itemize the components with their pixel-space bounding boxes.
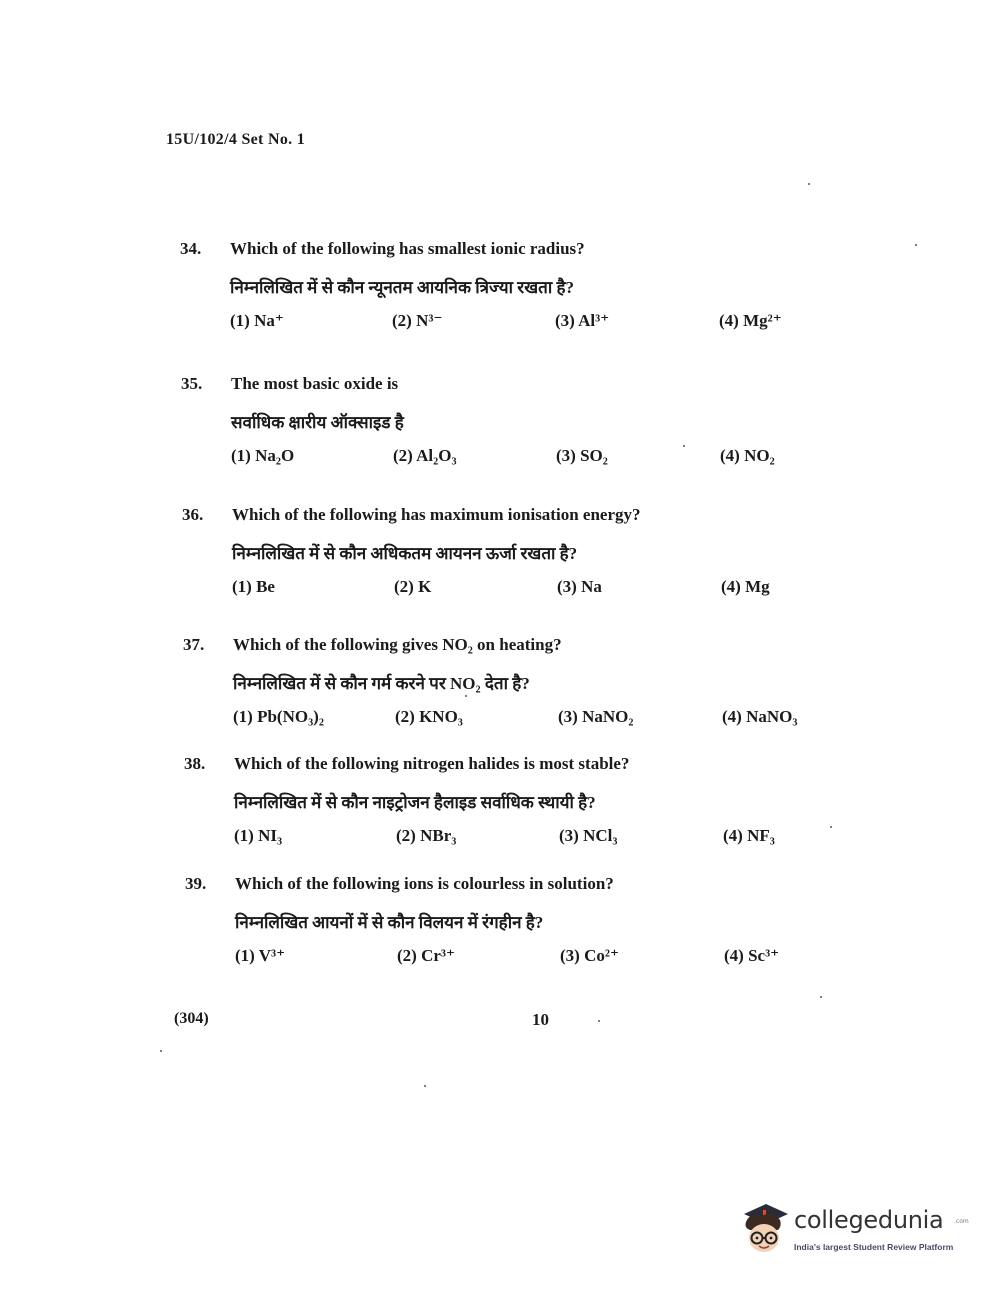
question-37	[183, 635, 833, 735]
scan-speck	[465, 695, 467, 697]
question-number: 35.	[181, 374, 203, 393]
question-english-line	[182, 505, 832, 535]
option-4: (4) Mg	[721, 577, 770, 596]
question-39	[185, 874, 835, 974]
brand-tagline: India's largest Student Review Platform	[794, 1242, 954, 1252]
question-text-english: Which of the following has smallest ionic radius?	[230, 239, 585, 258]
option-4: (4) Sc³⁺	[724, 946, 780, 965]
scan-speck	[830, 826, 832, 828]
option-3: (3) Co²⁺	[560, 946, 619, 965]
option-2: (2) NBr₃	[396, 826, 457, 845]
option-4: (4) Mg²⁺	[719, 311, 782, 330]
scan-speck	[424, 1085, 426, 1087]
option-1: (1) Pb(NO₃)₂	[233, 707, 324, 726]
question-35	[181, 374, 831, 474]
brand-name: collegedunia	[794, 1206, 944, 1234]
option-4: (4) NF₃	[723, 826, 775, 845]
options-row	[181, 442, 831, 474]
question-text-english: Which of the following has maximum ionisation energy?	[232, 505, 641, 524]
scan-speck	[160, 1050, 162, 1052]
option-1: (1) Na₂O	[231, 446, 295, 465]
question-text-hindi: निम्नलिखित में से कौन न्यूनतम आयनिक त्रिज्या रखता है?	[230, 278, 575, 297]
question-text-hindi: निम्नलिखित में से कौन गर्म करने पर NO₂ देता है?	[233, 674, 530, 693]
question-english-line	[185, 874, 835, 904]
option-2: (2) K	[394, 577, 432, 596]
option-2: (2) Al₂O₃	[393, 446, 457, 465]
question-38	[184, 754, 834, 854]
scan-speck	[598, 1020, 600, 1022]
paper-code: 15U/102/4 Set No. 1	[166, 131, 306, 148]
footer-code: (304)	[174, 1010, 209, 1027]
options-row	[180, 307, 830, 339]
question-number: 38.	[184, 754, 206, 773]
options-row	[182, 573, 832, 605]
question-34	[180, 239, 830, 339]
question-text-hindi: सर्वाधिक क्षारीय ऑक्साइड है	[231, 413, 404, 432]
option-4: (4) NO₂	[720, 446, 775, 465]
options-row	[185, 942, 835, 974]
scan-speck	[915, 244, 917, 246]
question-text-hindi: निम्नलिखित आयनों में से कौन विलयन में रंगहीन है?	[235, 913, 544, 932]
option-1: (1) V³⁺	[235, 946, 286, 965]
options-row	[184, 822, 834, 854]
page-number: 10	[532, 1010, 549, 1029]
question-number: 37.	[183, 635, 205, 654]
options-row	[183, 703, 833, 735]
question-english-line	[184, 754, 834, 784]
option-3: (3) Na	[557, 577, 602, 596]
question-text-english: Which of the following nitrogen halides is most stable?	[234, 754, 630, 773]
option-1: (1) Be	[232, 577, 275, 596]
watermark-brand	[736, 1196, 969, 1266]
question-number: 39.	[185, 874, 207, 893]
question-text-english: Which of the following gives NO₂ on heating?	[233, 635, 562, 654]
option-1: (1) Na⁺	[230, 311, 284, 330]
option-3: (3) NaNO₂	[558, 707, 634, 726]
scan-speck	[683, 445, 685, 447]
question-english-line	[183, 635, 833, 665]
option-3: (3) NCl₃	[559, 826, 618, 845]
scan-speck	[808, 183, 810, 185]
question-text-english: The most basic oxide is	[231, 374, 399, 393]
question-english-line	[180, 239, 830, 269]
option-2: (2) KNO₃	[395, 707, 463, 726]
option-3: (3) Al³⁺	[555, 311, 610, 330]
question-number: 34.	[180, 239, 202, 258]
scan-speck	[820, 996, 822, 998]
question-english-line	[181, 374, 831, 404]
question-text-hindi: निम्नलिखित में से कौन अधिकतम आयनन ऊर्जा रखता है?	[232, 544, 578, 563]
student-mascot-icon	[736, 1200, 792, 1258]
question-text-english: Which of the following ions is colourless in solution?	[235, 874, 614, 893]
option-1: (1) NI₃	[234, 826, 283, 845]
option-3: (3) SO₂	[556, 446, 608, 465]
brand-domain: .com	[954, 1218, 969, 1225]
question-36	[182, 505, 832, 605]
question-number: 36.	[182, 505, 204, 524]
option-2: (2) N³⁻	[392, 311, 443, 330]
option-4: (4) NaNO₃	[722, 707, 798, 726]
option-2: (2) Cr³⁺	[397, 946, 455, 965]
question-text-hindi: निम्नलिखित में से कौन नाइट्रोजन हैलाइड सर्वाधिक स्थायी है?	[234, 793, 596, 812]
